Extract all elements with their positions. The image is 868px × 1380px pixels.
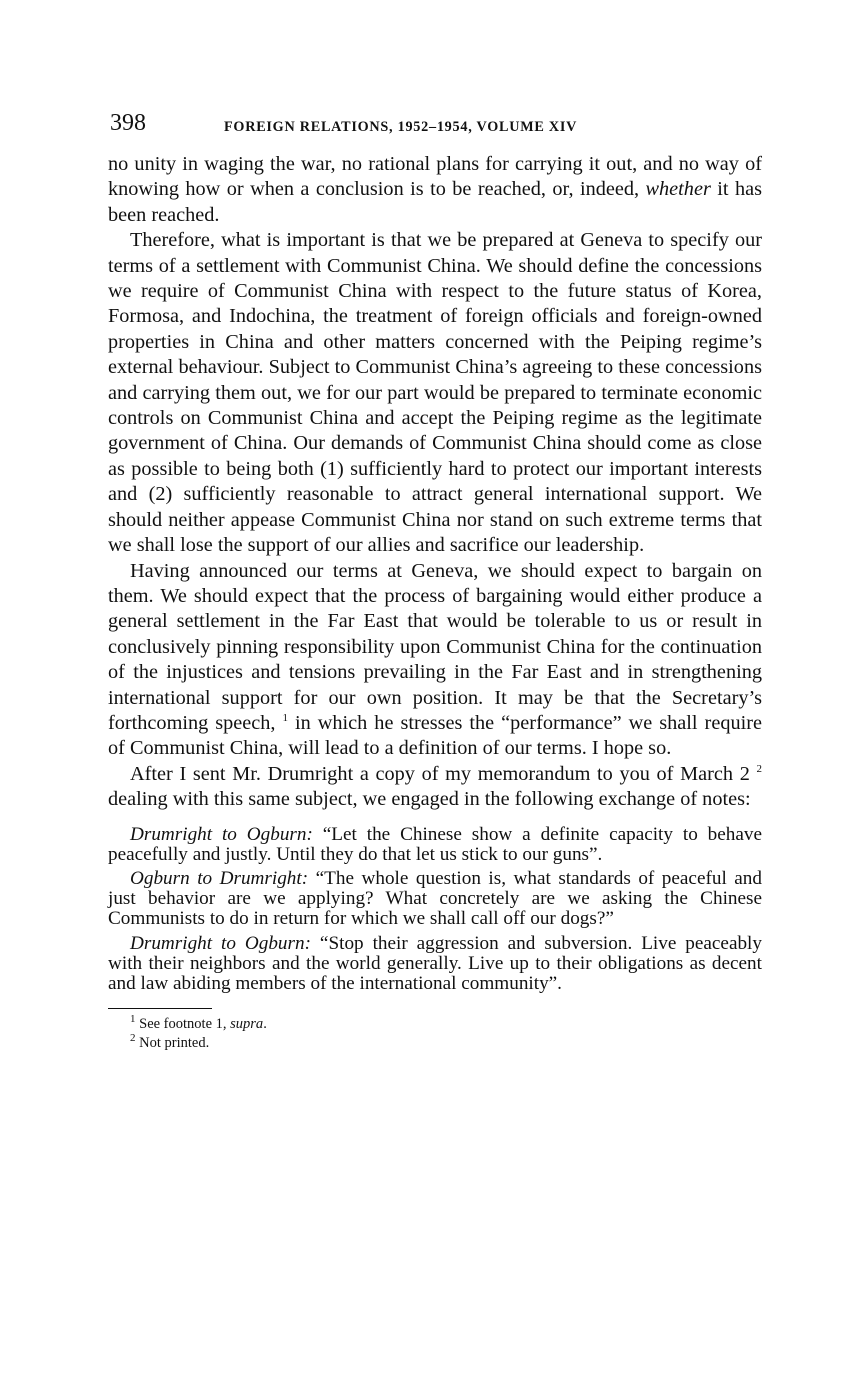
body-text	[108, 152, 762, 813]
paragraph-1-text-a: no unity in waging the war, no rational plans for carrying it out, and no way of knowing how or when a conclusion is to be reached, or, indeed,	[108, 153, 762, 201]
paragraph-1	[108, 152, 762, 228]
footnote-italic: supra	[230, 1016, 264, 1033]
notes-exchange	[108, 825, 762, 995]
running-head: FOREIGN RELATIONS, 1952–1954, VOLUME XIV	[224, 119, 578, 135]
paragraph-2: Therefore, what is important is that we be prepared at Geneva to specify our terms of a settlement with Communist China. We should define the concessions we require of Communist China with respect to the future status of Korea, Formosa, and Indochina, the treatment of foreign officials and foreign-owned properties in China and other matters concerned with the Peiping regime’s external behaviour. Subject to Communist China’s agreeing to these concessions and carrying them out, we for our part would be prepared to terminate economic controls on Communist China and accept the Peiping regime as the legitimate government of China. Our demands of Communist China should come as close as possible to being both (1) sufficiently hard to protect our important interests and (2) sufficiently reasonable to attract general international support. We should neither appease Communist China nor stand on such extreme terms that we shall lose the support of our allies and sacrifice our leadership.	[108, 229, 762, 557]
exchange-note	[108, 934, 762, 995]
footnote-mark: 1	[130, 1013, 136, 1026]
exchange-note	[108, 869, 762, 930]
exchange-speaker: Drumright to Ogburn:	[130, 932, 311, 954]
exchange-speaker: Drumright to Ogburn:	[130, 823, 313, 845]
footnote-text: Not printed.	[135, 1034, 210, 1051]
paragraph-3-text-a: Having announced our terms at Geneva, we should expect to bargain on them. We should expect that the process of bargaining would either produce a general settlement in the Far East that would be tolerable to us or result in conclusively pinning responsibility upon Communist China for the continuation of the injustices and tensions prevailing in the Far East and in strengthening international support for our own position. It may be that the Secretary’s forthcoming speech,	[108, 559, 762, 734]
footnote-mark: 2	[130, 1031, 136, 1044]
paragraph-3	[108, 559, 762, 762]
paragraph-4-text-a: After I sent Mr. Drumright a copy of my memorandum to you of March 2	[130, 762, 750, 785]
paragraph-3-text-b: in which he stresses the “performance” we shall require of Communist China, will lead to a definition of our terms. I hope so.	[108, 711, 762, 760]
footnote-end: .	[263, 1016, 267, 1033]
footnote-ref-2: 2	[756, 762, 762, 775]
exchange-text: “Stop their aggression and subversion. Live peaceably with their neighbors and the world generally. Live up to their obligations as decent and law abiding members of the international community”.	[108, 932, 762, 994]
document-page	[108, 108, 762, 1052]
footnote-text: See footnote 1,	[135, 1016, 231, 1033]
footnotes	[108, 1015, 762, 1052]
page-number: 398	[110, 110, 146, 136]
footnote-ref-1: 1	[282, 712, 288, 725]
footnote-divider	[108, 1008, 212, 1009]
paragraph-1-text-b: it has been reached.	[108, 178, 762, 226]
exchange-text: “Let the Chinese show a definite capacity to behave peacefully and justly. Until they do that let us stick to our guns”.	[108, 823, 763, 865]
exchange-speaker: Ogburn to Drumright:	[130, 867, 309, 889]
exchange-note	[108, 825, 762, 865]
exchange-text: “The whole question is, what standards of peaceful and just behavior are we applying? What concretely are we asking the Chinese Communists to do in return for which we shall call off our dogs?”	[108, 867, 762, 930]
footnote-2	[130, 1031, 762, 1053]
emphasis-whether: whether	[645, 178, 711, 201]
paragraph-4-text-b: dealing with this same subject, we engaged in the following exchange of notes:	[108, 788, 751, 811]
footnote-1	[130, 1015, 762, 1034]
paragraph-4	[108, 762, 762, 813]
page-header	[108, 108, 762, 142]
